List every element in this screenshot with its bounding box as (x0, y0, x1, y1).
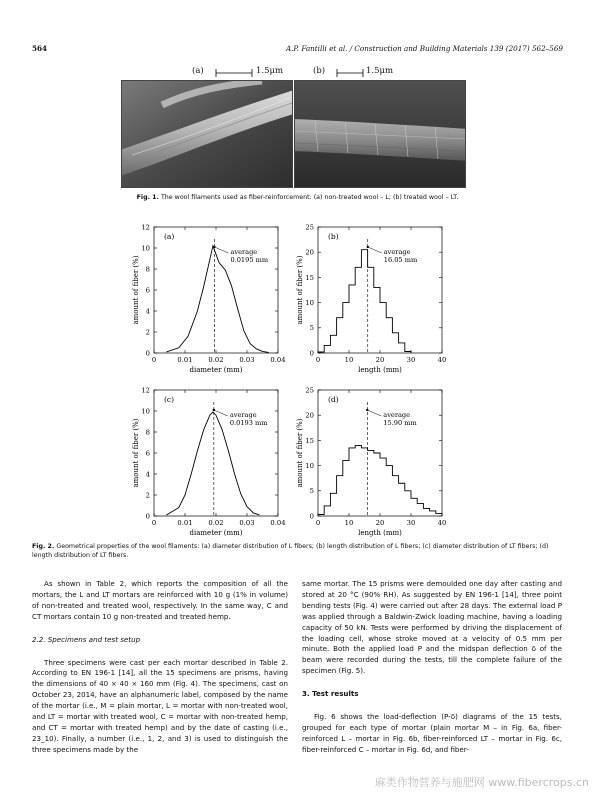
panel-3-series-line (166, 412, 259, 515)
left-column (32, 579, 288, 756)
section-heading-2-2: 2.2. Specimens and test setup (32, 634, 141, 644)
panel-1-y-tick-label: 0 (145, 349, 150, 358)
right-column (302, 579, 562, 756)
panel-2-y-axis-label: amount of fiber (%) (296, 255, 304, 325)
panel-2-x-axis-label: length (mm) (358, 366, 402, 374)
panel-1-x-tick-label: 0.04 (270, 356, 286, 364)
panel-3-x-tick-label: 0 (151, 519, 157, 527)
fig1-caption (0, 194, 595, 201)
panel-4-y-tick-label: 10 (305, 462, 314, 470)
panel-4-x-tick-label: 20 (375, 519, 385, 527)
panel-3-x-tick-label: 0.02 (208, 519, 224, 527)
panel-4-series-line (318, 445, 442, 516)
panel-4-y-tick-label: 0 (309, 512, 314, 521)
panel-1-y-tick-label: 10 (141, 244, 150, 253)
panel-3-x-tick-label: 0.03 (239, 519, 255, 527)
fig1-photo-a (121, 80, 293, 188)
panel-4-panel-label: (d) (328, 395, 339, 404)
panel-1-y-tick-label: 4 (145, 307, 150, 316)
panel-1-y-tick-label: 8 (145, 265, 150, 274)
journal-citation: A.P. Fantilli et al. / Construction and Building Materials 139 (2017) 562–569 (285, 44, 563, 53)
fig2-caption-text: Geometrical properties of the wool filaments: (a) diameter distribution of L fibers; (b) length distribution of L fibers; (c) diameter distribution of LT fibers; (d) length distribution of LT fibers. (32, 543, 549, 559)
panel-3-x-tick-label: 0.01 (177, 519, 193, 527)
panel-1-panel-label: (a) (164, 232, 175, 241)
panel-1-y-axis-label: amount of fiber (%) (132, 255, 140, 325)
panel-4-average-dot (366, 409, 368, 411)
panel-1-y-tick-label: 6 (145, 286, 150, 295)
panel-2-average-leader (368, 247, 382, 253)
panel-3-y-tick-label: 10 (141, 407, 150, 416)
panel-1-average-leader (214, 247, 228, 253)
watermark: 麻类作物营养与施肥网 www.fibercrops.cn (374, 776, 589, 789)
panel-3-y-axis-label: amount of fiber (%) (132, 418, 140, 488)
panel-3-average-value: 0.0193 mm (229, 419, 268, 427)
panel-2-x-tick-label: 30 (406, 356, 416, 364)
fig2-charts (0, 210, 595, 545)
panel-4-average-value: 15.90 mm (383, 419, 417, 427)
panel-4-average-leader (367, 410, 381, 416)
fig1-panel-b-label: (b) (313, 66, 326, 76)
panel-3-y-tick-label: 6 (145, 449, 150, 458)
paragraph-testing: same mortar. The 15 prisms were demoulded one day after casting and stored at 20 °C (90% RH). As suggested by EN 196-1 [14], three point bending tests (Fig. 4) were carried out after 28 days. The external load P was applied through a Baldwin-Zwick loading machine, having a loading capacity of 50 kN. Tests were performed by driving the displacement of the loading cell, whose stroke moved at a velocity of 0.5 mm per minute. Both the applied load P and the midspan deflection δ of the beam were recorded during the tests, till the complete failure of the specimen (Fig. 5). (302, 579, 562, 676)
panel-2-x-tick-label: 10 (344, 356, 354, 364)
panel-2-y-tick-label: 25 (305, 223, 314, 232)
panel-2-x-tick-label: 0 (315, 356, 321, 364)
panel-1-x-tick-label: 0 (151, 356, 157, 364)
panel-4-x-tick-label: 40 (437, 519, 447, 527)
running-header (32, 44, 563, 58)
panel-2-x-tick-label: 40 (437, 356, 447, 364)
paragraph-specimens: Three specimens were cast per each mortar described in Table 2. According to EN 196-1 [14], all the 15 specimens are prisms, having the dimensions of 40 × 40 × 160 mm (Fig. 4). The specimens, cast on October 23, 2014, have an alphanumeric label, composed by the name of the mortar (i.e., M = plain mortar, L = mortar with non-treated wool, and LT = mortar with treated wool, C = mortar with non-treated hemp, and CT = mortar with treated hemp) and by the date of casting (i.e., 23_10). Finally, a number (i.e., 1, 2, and 3) is used to distinguish the three specimens made by the (32, 657, 288, 754)
panel-1-x-tick-label: 0.03 (239, 356, 255, 364)
fig1-scale-text-a: 1.5μm (256, 66, 284, 76)
panel-1-y-tick-label: 12 (141, 223, 150, 232)
panel-2-x-tick-label: 20 (375, 356, 385, 364)
panel-4-x-tick-label: 30 (406, 519, 416, 527)
panel-3-average-label: average (229, 411, 257, 419)
panel-3-panel-label: (c) (164, 395, 175, 404)
panel-3-y-tick-label: 0 (145, 512, 150, 521)
panel-2-y-tick-label: 10 (305, 299, 314, 307)
page-number: 564 (32, 44, 48, 53)
panel-3-y-tick-label: 8 (145, 428, 150, 437)
paragraph-results: Fig. 6 shows the load-deflection (P-δ) diagrams of the 15 tests, grouped for each type of mortar (plain mortar M – in Fig. 6a, fiber-reinforced L – mortar in Fig. 6b, fiber-reinforced LT – mortar in Fig. 6c, fiber-reinforced C – mortar in Fig. 6d, and fiber- (302, 712, 562, 754)
panel-2-y-tick-label: 5 (309, 324, 314, 333)
panel-4-y-tick-label: 15 (305, 436, 314, 445)
panel-2-average-label: average (383, 248, 411, 256)
section-heading-3: 3. Test results (302, 689, 359, 699)
panel-2-average-value: 16.05 mm (383, 256, 418, 264)
panel-3-y-tick-label: 2 (145, 491, 150, 500)
panel-2-y-tick-label: 20 (305, 248, 314, 257)
fig1-caption-text: The wool filaments used as fiber-reinforcement: (a) non-treated wool – L; (b) treated wool – LT. (158, 194, 459, 201)
panel-4-x-tick-label: 0 (315, 519, 321, 527)
panel-2-series-line (318, 250, 411, 353)
fig1-panel-a-label: (a) (192, 66, 204, 76)
panel-4-y-tick-label: 5 (309, 487, 314, 496)
panel-3-y-tick-label: 12 (141, 386, 150, 395)
panel-1-x-tick-label: 0.01 (177, 356, 193, 364)
panel-1-x-tick-label: 0.02 (208, 356, 224, 364)
panel-1-frame (154, 227, 278, 353)
fig1-scale-bar-a (214, 68, 254, 78)
panel-4-y-axis-label: amount of fiber (%) (296, 418, 304, 488)
fig2-caption-label: Fig. 2. (32, 543, 55, 550)
panel-1-x-axis-label: diameter (mm) (189, 366, 243, 374)
panel-1-average-label: average (230, 248, 258, 256)
panel-3-frame (154, 390, 278, 516)
panel-2-panel-label: (b) (328, 232, 339, 241)
panel-4-y-tick-label: 25 (305, 386, 314, 395)
panel-2-y-tick-label: 0 (309, 349, 314, 358)
fig1-scale-text-b: 1.5μm (366, 66, 394, 76)
paragraph-composition: As shown in Table 2, which reports the composition of all the mortars, the L and LT mortars are reinforced with 10 g (1% in volume) of non-treated and treated wool, respectively. In the same way, C and CT mortars contain 10 g non-treated and treated hemp. (32, 579, 288, 621)
panel-3-y-tick-label: 4 (145, 470, 150, 479)
fig1-photo-b (294, 80, 466, 188)
fig1-caption-label: Fig. 1. (136, 194, 159, 201)
panel-1-y-tick-label: 2 (145, 328, 150, 337)
panel-3-x-tick-label: 0.04 (270, 519, 286, 527)
fig1-scale-bar-b (335, 68, 365, 78)
panel-4-x-axis-label: length (mm) (358, 529, 402, 537)
panel-1-average-value: 0.0195 mm (230, 256, 269, 264)
panel-4-y-tick-label: 20 (305, 411, 314, 420)
panel-4-x-tick-label: 10 (344, 519, 354, 527)
panel-3-x-axis-label: diameter (mm) (189, 529, 243, 537)
panel-4-average-label: average (383, 411, 411, 419)
fig2-caption (32, 543, 563, 560)
panel-2-y-tick-label: 15 (305, 273, 314, 282)
